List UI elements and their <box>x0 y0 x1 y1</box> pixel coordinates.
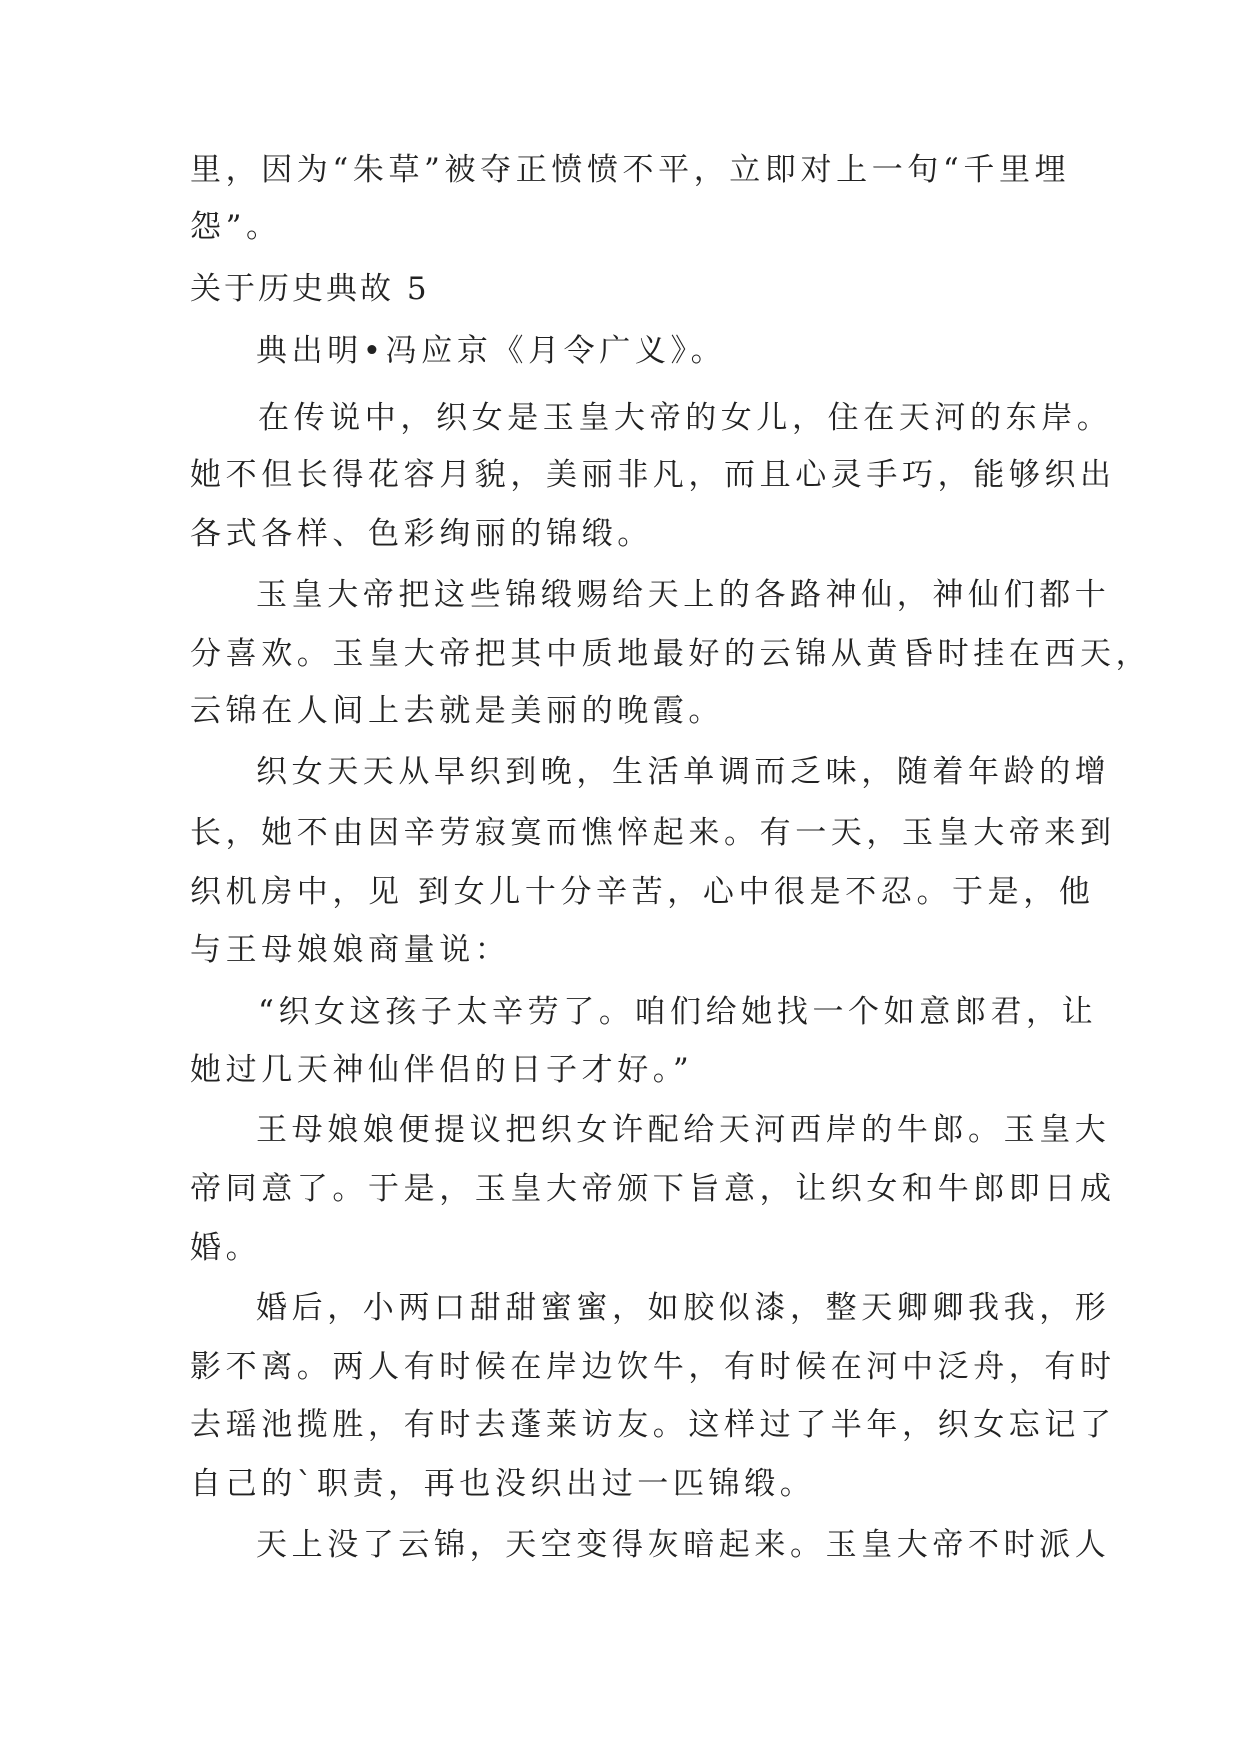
text-line: 在传说中，织女是玉皇大帝的女儿，住在天河的东岸。 <box>258 400 1113 436</box>
text-line: 典出明•冯应京《月令广义》。 <box>256 333 727 369</box>
text-line: 里，因为“朱草”被夺正愤愤不平，立即对上一句“千里埋 <box>190 152 1071 188</box>
text-line: 婚。 <box>190 1230 262 1266</box>
text-line: “织女这孩子太辛劳了。咱们给她找一个如意郎君，让 <box>258 994 1098 1030</box>
text-line: 自己的`职责，再也没织出过一匹锦缎。 <box>190 1466 816 1502</box>
text-line: 云锦在人间上去就是美丽的晚霞。 <box>190 693 724 729</box>
text-line: 天上没了云锦，天空变得灰暗起来。玉皇大帝不时派人 <box>256 1527 1111 1563</box>
text-line: 各式各样、色彩绚丽的锦缎。 <box>190 516 653 552</box>
text-line: 她过几天神仙伴侣的日子才好。” <box>190 1052 694 1088</box>
text-line: 去瑶池揽胜，有时去蓬莱访友。这样过了半年，织女忘记了 <box>190 1407 1116 1443</box>
text-line: 影不离。两人有时候在岸边饮牛，有时候在河中泛舟，有时 <box>190 1349 1116 1385</box>
section-heading: 关于历史典故 5 <box>190 271 430 307</box>
text-line: 与王母娘娘商量说： <box>190 932 511 968</box>
text-line: 帝同意了。于是，玉皇大帝颁下旨意，让织女和牛郎即日成 <box>190 1171 1116 1207</box>
text-line: 婚后，小两口甜甜蜜蜜，如胶似漆，整天卿卿我我，形 <box>256 1290 1111 1326</box>
text-line: 分喜欢。玉皇大帝把其中质地最好的云锦从黄昏时挂在西天， <box>190 636 1152 672</box>
text-line: 织机房中，见 到女儿十分辛苦，心中很是不忍。于是，他 <box>190 874 1095 910</box>
text-line: 玉皇大帝把这些锦缎赐给天上的各路神仙，神仙们都十 <box>256 577 1111 613</box>
text-line: 织女天天从早织到晚，生活单调而乏味，随着年龄的增 <box>256 754 1111 790</box>
text-line: 怨”。 <box>190 209 282 245</box>
text-line: 她不但长得花容月貌，美丽非凡，而且心灵手巧，能够织出 <box>190 457 1116 493</box>
text-line: 长，她不由因辛劳寂寞而憔悴起来。有一天，玉皇大帝来到 <box>190 815 1116 851</box>
text-line: 王母娘娘便提议把织女许配给天河西岸的牛郎。玉皇大 <box>256 1112 1111 1148</box>
